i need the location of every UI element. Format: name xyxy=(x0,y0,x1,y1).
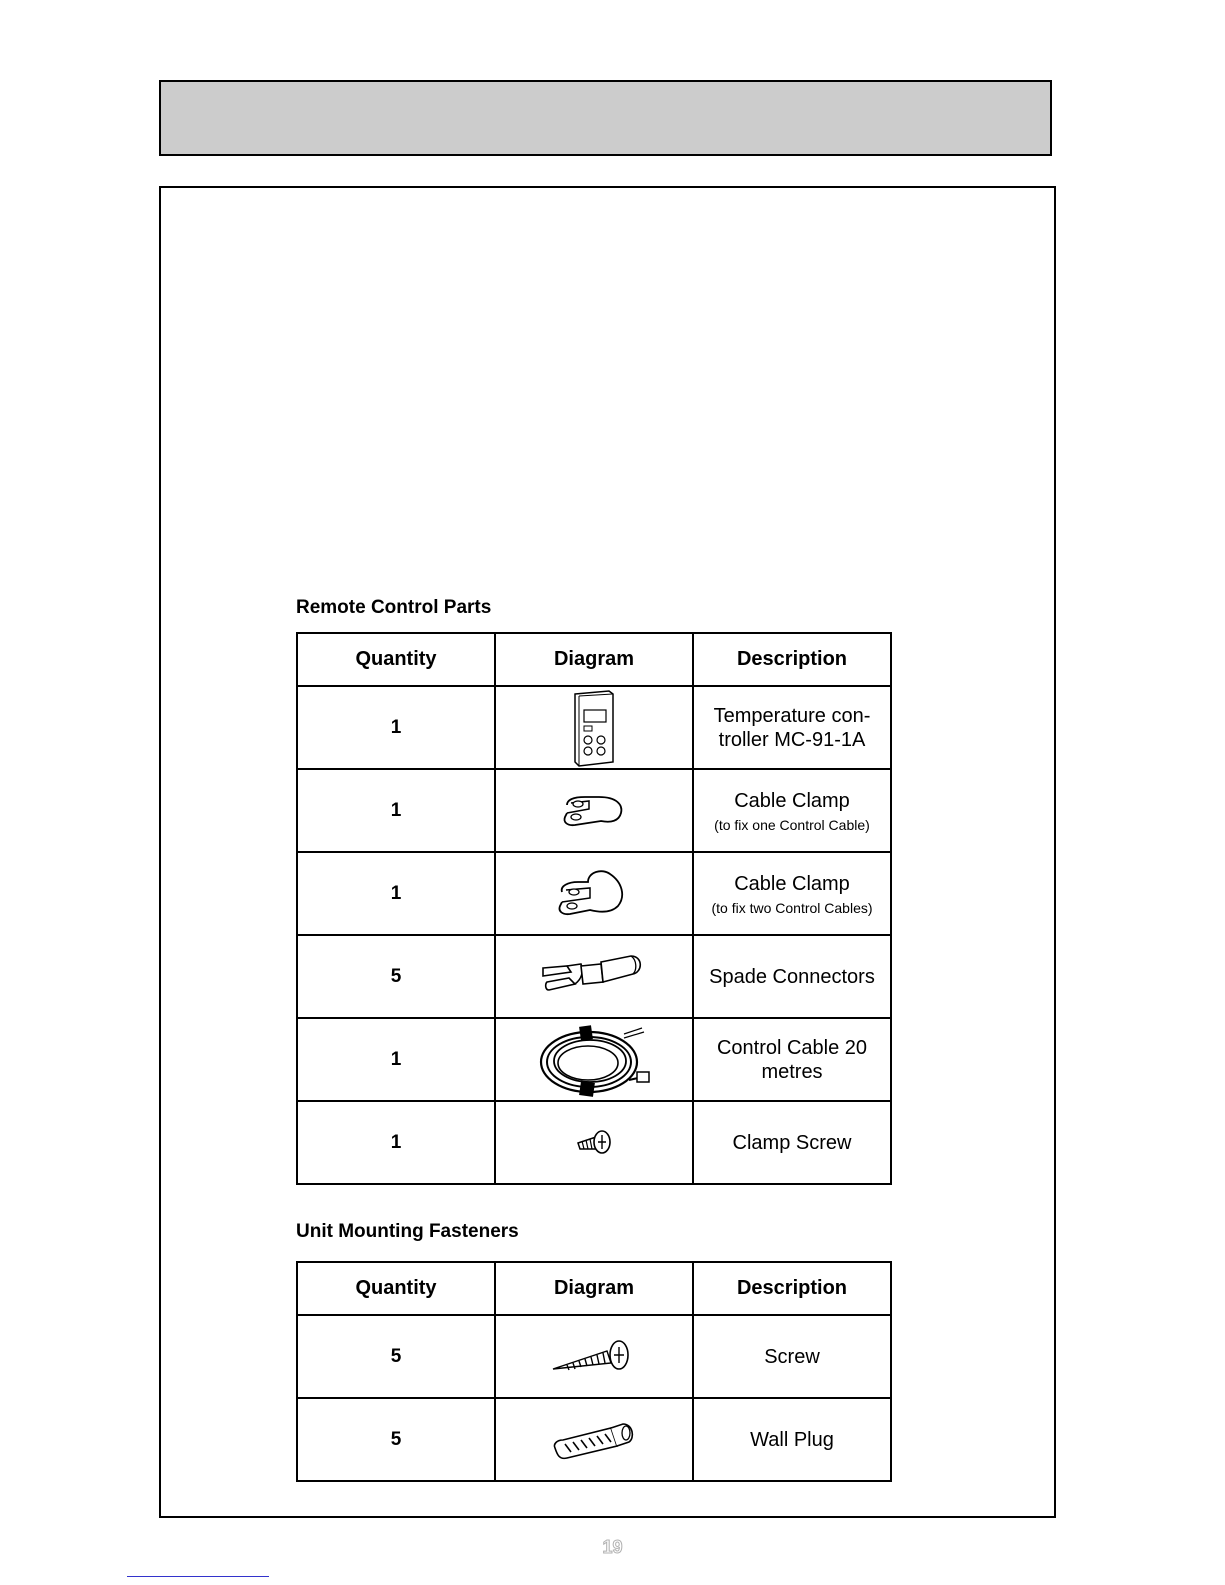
description-text: Cable Clamp xyxy=(734,872,850,895)
description-cell xyxy=(693,1101,891,1184)
footer-link-underline[interactable] xyxy=(127,1576,269,1577)
remote-control-parts-title: Remote Control Parts xyxy=(296,597,492,618)
description-cell xyxy=(693,1398,891,1481)
quantity-cell: 5 xyxy=(297,1315,495,1398)
clamp-screw-icon xyxy=(574,1127,614,1159)
temperature-controller-icon xyxy=(569,688,619,768)
control-cable-icon xyxy=(534,1020,654,1100)
page-number: 19 xyxy=(602,1537,623,1557)
quantity-header: Quantity xyxy=(297,1262,495,1315)
table-header-row xyxy=(297,633,891,686)
spade-connector-icon xyxy=(539,952,649,1002)
quantity-header: Quantity xyxy=(297,633,495,686)
table-row xyxy=(297,1398,891,1481)
quantity-cell: 5 xyxy=(297,1398,495,1481)
description-note: (to fix one Control Cable) xyxy=(714,816,870,833)
diagram-header: Diagram xyxy=(495,1262,693,1315)
quantity-cell: 5 xyxy=(297,935,495,1018)
description-note: (to fix two Control Cables) xyxy=(711,899,873,916)
header-bar xyxy=(159,80,1052,156)
description-text: Wall Plug xyxy=(750,1428,834,1451)
description-text: Screw xyxy=(764,1345,820,1368)
unit-mounting-fasteners-title: Unit Mounting Fasteners xyxy=(296,1221,519,1242)
description-header: Description xyxy=(693,633,891,686)
cable-clamp-small-icon xyxy=(559,791,629,831)
table-row xyxy=(297,1315,891,1398)
quantity-cell: 1 xyxy=(297,1018,495,1101)
description-header: Description xyxy=(693,1262,891,1315)
table-row xyxy=(297,686,891,769)
description-cell xyxy=(693,1018,891,1101)
table-row xyxy=(297,852,891,935)
description-text: Control Cable 20 metres xyxy=(716,1036,868,1083)
quantity-cell: 1 xyxy=(297,686,495,769)
table-row xyxy=(297,1101,891,1184)
description-cell xyxy=(693,686,891,769)
description-cell xyxy=(693,935,891,1018)
description-text: Clamp Screw xyxy=(732,1131,852,1154)
quantity-cell: 1 xyxy=(297,852,495,935)
description-cell xyxy=(693,1315,891,1398)
screw-icon xyxy=(549,1335,639,1379)
cable-clamp-large-icon xyxy=(554,866,634,922)
unit-mounting-fasteners-table xyxy=(296,1261,892,1482)
description-text: Cable Clamp xyxy=(734,789,850,812)
diagram-header: Diagram xyxy=(495,633,693,686)
table-row xyxy=(297,935,891,1018)
table-row xyxy=(297,1018,891,1101)
description-cell xyxy=(693,769,891,852)
description-cell xyxy=(693,852,891,935)
table-header-row xyxy=(297,1262,891,1315)
remote-control-parts-table xyxy=(296,632,892,1185)
wall-plug-icon xyxy=(549,1418,639,1462)
description-text: Temperature con-troller MC-91-1A xyxy=(713,704,871,751)
quantity-cell: 1 xyxy=(297,769,495,852)
quantity-cell: 1 xyxy=(297,1101,495,1184)
table-row xyxy=(297,769,891,852)
description-text: Spade Connectors xyxy=(709,965,875,988)
